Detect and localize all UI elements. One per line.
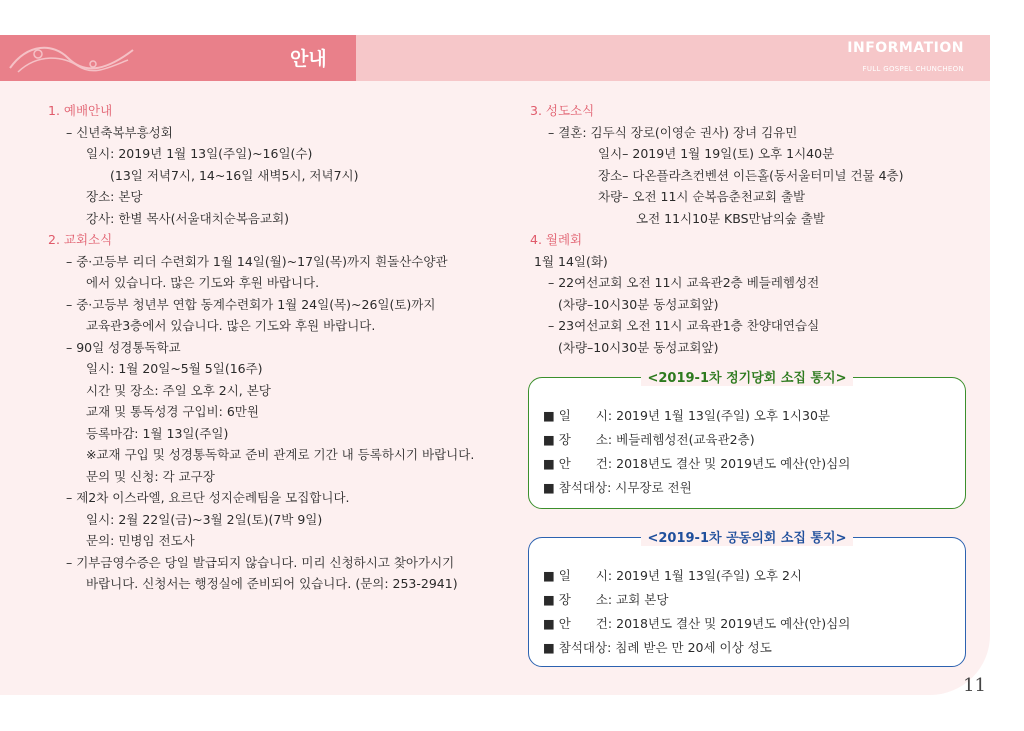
right-column (530, 100, 904, 358)
text-line: 바랍니다. 신청서는 행정실에 준비되어 있습니다. (문의: 253-2941) (86, 576, 458, 591)
text-line: (13일 저녁7시, 14~16일 새벽5시, 저녁7시) (110, 167, 359, 183)
page-title: 안내 (290, 48, 327, 70)
notice-item: ■ 일 시: 2019년 1월 13일(주일) 오후 2시 (543, 568, 802, 583)
text-line: (차량–10시30분 동성교회앞) (558, 296, 719, 312)
text-line: 교육관3층에서 있습니다. 많은 기도와 후원 바랍니다. (86, 318, 376, 333)
assembly-notice-box (528, 531, 966, 667)
session-notice-title: <2019-1차 정기당회 소집 통지> (641, 371, 852, 386)
notice-item: ■ 일 시: 2019년 1월 13일(주일) 오후 1시30분 (543, 408, 830, 423)
text-line: 차량– 오전 11시 순복음춘천교회 출발 (598, 189, 806, 204)
notice-item: ■ 장 소: 베들레헴성전(교육관2층) (543, 432, 755, 447)
text-line: (차량–10시30분 동성교회앞) (558, 339, 719, 355)
text-line: ※교재 구입 및 성경통독학교 준비 관계로 기간 내 등록하시기 바랍니다. (86, 447, 475, 462)
text-line: 일시– 2019년 1월 19일(토) 오후 1시40분 (598, 146, 835, 161)
session-notice-box (528, 371, 966, 509)
left-column (48, 100, 474, 595)
section-title: 1. 예배안내 (48, 103, 113, 118)
text-line: 강사: 한별 목사(서울대치순복음교회) (86, 210, 290, 226)
text-line: 1월 14일(화) (534, 253, 608, 269)
text-line: – 23여선교회 오전 11시 교육관1층 찬양대연습실 (548, 318, 820, 333)
floral-ornament-icon (8, 38, 138, 78)
text-line: 에서 있습니다. 많은 기도와 후원 바랍니다. (86, 275, 320, 290)
text-line: – 중·고등부 리더 수련회가 1월 14일(월)~17일(목)까지 흰돌산수양관 (66, 253, 448, 269)
text-line: 일시: 2월 22일(금)~3월 2일(토)(7박 9일) (86, 511, 323, 527)
text-line: – 기부금영수증은 당일 발급되지 않습니다. 미리 신청하시고 찾아가시기 (66, 554, 455, 570)
text-line: – 제2차 이스라엘, 요르단 성지순례팀을 모집합니다. (66, 490, 350, 505)
text-line: – 22여선교회 오전 11시 교육관2층 베들레헴성전 (548, 275, 820, 290)
text-line: 등록마감: 1월 13일(주일) (86, 425, 229, 441)
text-line: 문의: 민병임 전도사 (86, 533, 195, 548)
text-line: – 신년축복부흥성회 (66, 124, 173, 140)
session-notice-items (543, 404, 850, 500)
notice-item: ■ 안 건: 2018년도 결산 및 2019년도 예산(안)심의 (543, 616, 851, 631)
notice-item: ■ 참석대상: 침례 받은 만 20세 이상 성도 (543, 640, 772, 655)
text-line: – 결혼: 김두식 장로(이영순 권사) 장녀 김유민 (548, 124, 798, 140)
text-line: 장소– 다온플라츠컨벤션 이든홀(동서울터미널 건물 4층) (598, 167, 904, 183)
section-title: 3. 성도소식 (530, 103, 595, 118)
section-title: 2. 교회소식 (48, 232, 113, 247)
text-line: 시간 및 장소: 주일 오후 2시, 본당 (86, 382, 271, 398)
notice-item: ■ 안 건: 2018년도 결산 및 2019년도 예산(안)심의 (543, 456, 851, 471)
page-number: 11 (963, 675, 986, 696)
text-line: 장소: 본당 (86, 189, 143, 204)
text-line: 일시: 2019년 1월 13일(주일)~16일(수) (86, 146, 313, 161)
assembly-notice-items (543, 564, 850, 660)
text-line: 일시: 1월 20일~5월 5일(16주) (86, 361, 263, 376)
text-line: 문의 및 신청: 각 교구장 (86, 468, 215, 484)
notice-item: ■ 장 소: 교회 본당 (543, 592, 669, 607)
text-line: 오전 11시10분 KBS만남의숲 출발 (636, 210, 825, 226)
text-line: – 중·고등부 청년부 연합 동계수련회가 1월 24일(목)~26일(토)까지 (66, 296, 436, 312)
section-title: 4. 월례회 (530, 232, 583, 247)
text-line: 교재 및 통독성경 구입비: 6만원 (86, 404, 259, 419)
notice-item: ■ 참석대상: 시무장로 전원 (543, 480, 692, 495)
church-name-label: FULL GOSPEL CHUNCHEON (862, 65, 964, 73)
text-line: – 90일 성경통독학교 (66, 339, 181, 355)
assembly-notice-title: <2019-1차 공동의회 소집 통지> (641, 531, 852, 546)
information-label: INFORMATION (847, 40, 964, 56)
